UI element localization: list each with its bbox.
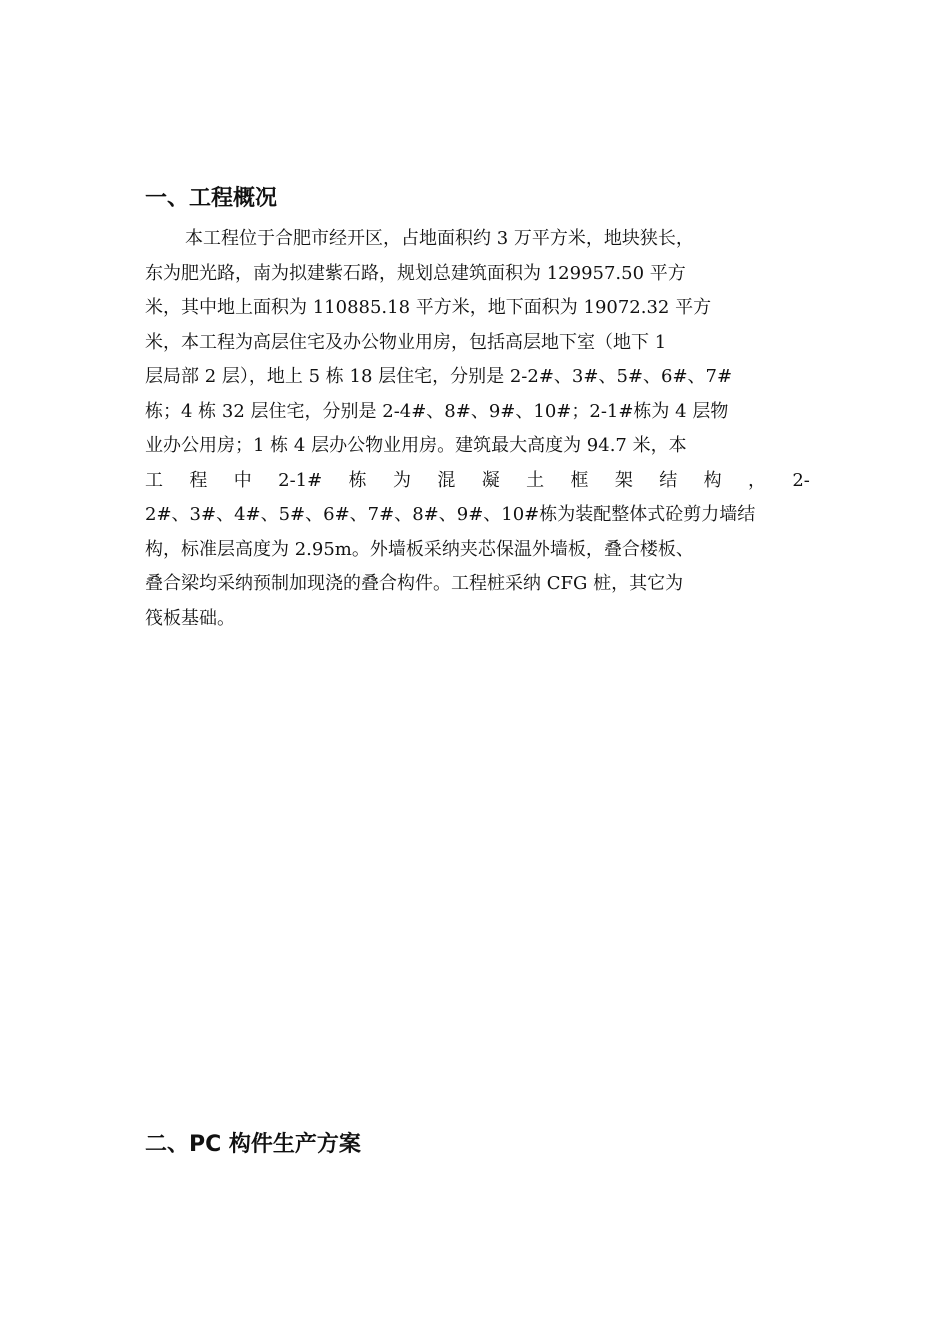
paragraph-line: 米，其中地上面积为 110885.18 平方米，地下面积为 19072.32 平方 — [145, 297, 712, 318]
justified-token: 结 — [659, 469, 678, 491]
paragraph-line: 筏板基础。 — [145, 607, 235, 629]
paragraph-line-justified — [145, 464, 810, 499]
paragraph-line: 栋；4 栋 32 层住宅，分别是 2-4#、8#、9#、10#；2-1#栋为 4 层物 — [145, 400, 729, 422]
section-heading-pc-production-plan: 二、PC 构件生产方案 — [145, 1132, 361, 1157]
justified-token: 凝 — [481, 469, 500, 491]
project-overview-paragraph — [145, 222, 810, 636]
paragraph-line: 2#、3#、4#、5#、6#、7#、8#、9#、10#栋为装配整体式砼剪力墙结 — [145, 504, 756, 525]
justified-token: 框 — [570, 469, 589, 491]
justified-token: 栋 — [348, 469, 367, 491]
paragraph-line: 米，本工程为高层住宅及办公物业用房，包括高层地下室（地下 1 — [145, 331, 667, 353]
justified-token: 混 — [437, 469, 456, 491]
justified-token: ， — [747, 469, 766, 491]
paragraph-line: 业办公用房；1 栋 4 层办公物业用房。建筑最大高度为 94.7 米，本 — [145, 435, 687, 456]
justified-token: 中 — [233, 469, 252, 491]
paragraph-line: 叠合梁均采纳预制加现浇的叠合构件。工程桩采纳 CFG 桩，其它为 — [145, 573, 684, 594]
justified-token: 2-1# — [278, 469, 323, 491]
paragraph-line: 构，标准层高度为 2.95m。外墙板采纳夹芯保温外墙板，叠合楼板、 — [145, 538, 694, 560]
justified-token: 程 — [189, 469, 208, 491]
justified-token: 工 — [145, 469, 163, 491]
justified-token: 土 — [526, 469, 545, 491]
paragraph-line: 层局部 2 层），地上 5 栋 18 层住宅，分别是 2-2#、3#、5#、6#、7# — [145, 366, 733, 387]
justified-token: 为 — [392, 469, 411, 491]
section-heading-project-overview: 一、工程概况 — [145, 186, 278, 211]
justified-token: 构 — [703, 469, 722, 491]
justified-token: 架 — [614, 469, 633, 491]
paragraph-line: 本工程位于合肥市经开区，占地面积约 3 万平方米，地块狭长， — [185, 228, 694, 249]
justified-token: 2- — [792, 469, 810, 491]
paragraph-line: 东为肥光路，南为拟建紫石路，规划总建筑面积为 129957.50 平方 — [145, 262, 686, 284]
